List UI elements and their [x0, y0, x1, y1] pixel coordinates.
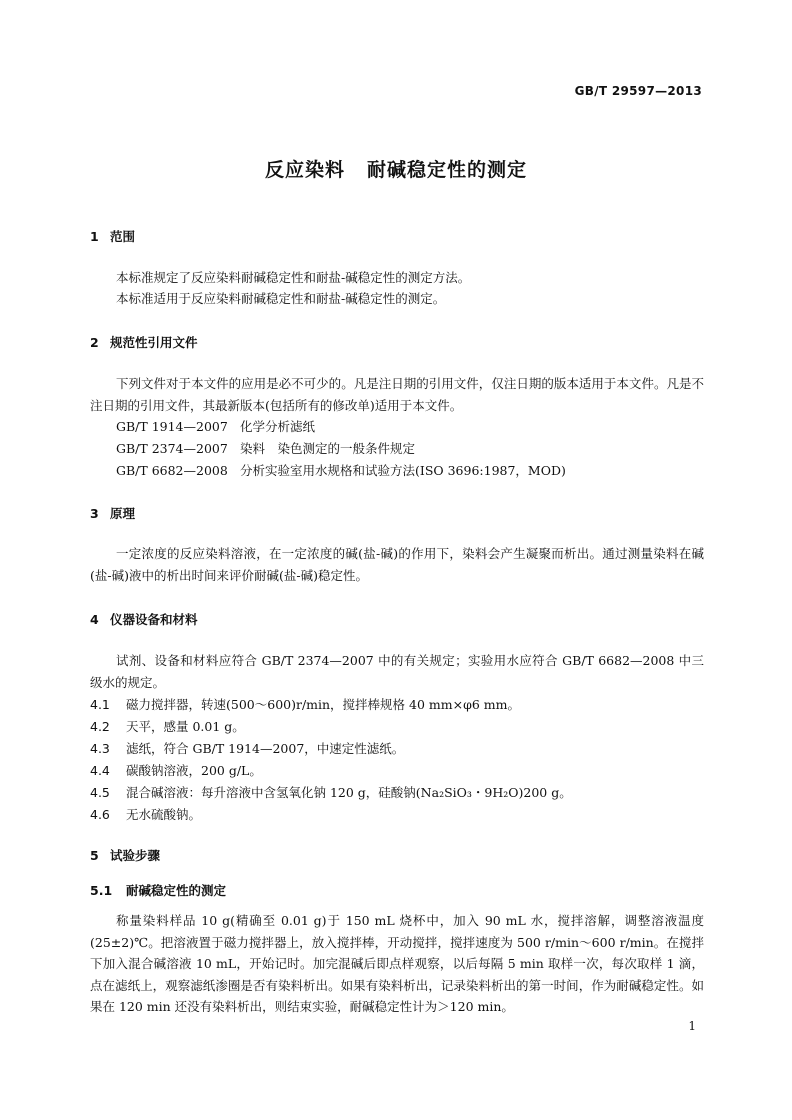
reference-code: GB/T 2374—2007: [116, 441, 228, 456]
section-title: 规范性引用文件: [110, 335, 198, 350]
list-item: [90, 805, 201, 823]
item-number: 4.2: [90, 719, 110, 734]
item-number: 4.5: [90, 785, 110, 800]
title-part-1: 反应染料: [264, 159, 345, 181]
subsection-number: 5.1: [90, 883, 113, 898]
section-title: 仪器设备和材料: [110, 612, 198, 627]
item-text: 碳酸钠溶液，200 g/L。: [126, 763, 262, 778]
reference-code: GB/T 1914—2007: [116, 419, 228, 434]
item-text: 滤纸，符合 GB/T 1914—2007，中速定性滤纸。: [126, 741, 405, 756]
reference-item: [116, 461, 566, 479]
list-item: [90, 761, 262, 779]
item-number: 4.6: [90, 807, 110, 822]
subsection-title: 耐碱稳定性的测定: [126, 883, 227, 898]
scope-paragraph-1: 本标准规定了反应染料耐碱稳定性和耐盐-碱稳定性的测定方法。: [116, 270, 471, 285]
materials-paragraph: 试剂、设备和材料应符合 GB/T 2374—2007 中的有关规定；实验用水应符合 GB/T 6682—2008 中三级水的规定。: [90, 653, 704, 690]
item-text: 无水硫酸钠。: [126, 807, 202, 822]
reference-title: 染料 染色测定的一般条件规定: [240, 441, 416, 456]
section-number: 1: [90, 229, 99, 244]
document-title: [0, 155, 792, 182]
item-text: 混合碱溶液：每升溶液中含氢氧化钠 120 g，硅酸钠(Na₂SiO₃・9H₂O)200 g。: [126, 785, 572, 800]
section-title: 试验步骤: [110, 848, 161, 863]
section-2-heading: [90, 333, 198, 351]
reference-code: GB/T 6682—2008: [116, 463, 228, 478]
list-item: [90, 717, 245, 735]
alkali-stability-procedure-paragraph: 称量染料样品 10 g(精确至 0.01 g)于 150 mL 烧杯中，加入 90 mL 水，搅拌溶解，调整溶液温度(25±2)℃。把溶液置于磁力搅拌器上，放入搅拌棒，开动搅拌，搅拌速度为 500 r/min～600 r/min。在搅拌下加入混合碱溶液 10 mL，开始记时。加完混碱后即点样观察，以后每隔 5 min 取样一次，每次取样 1 滴，点在滤纸上，观察滤纸渗圈是否有染料析出。如果有染料析出，记录染料析出的第一时间，作为耐碱稳定性。如果在 120 min 还没有染料析出，则结束实验，耐碱稳定性计为＞120 min。: [90, 913, 704, 1014]
references-intro-paragraph: 下列文件对于本文件的应用是必不可少的。凡是注日期的引用文件，仅注日期的版本适用于本文件。凡是不注日期的引用文件，其最新版本(包括所有的修改单)适用于本文件。: [90, 376, 704, 413]
section-3-heading: [90, 504, 135, 522]
list-item: [90, 695, 520, 713]
section-1-heading: [90, 227, 135, 245]
item-text: 天平，感量 0.01 g。: [126, 719, 245, 734]
section-title: 原理: [110, 506, 136, 521]
reference-item: [116, 439, 415, 457]
section-5-heading: [90, 846, 160, 864]
section-number: 2: [90, 335, 99, 350]
section-number: 4: [90, 612, 99, 627]
reference-item: [116, 417, 315, 435]
item-number: 4.3: [90, 741, 110, 756]
list-item: [90, 783, 572, 801]
standard-code: GB/T 29597—2013: [574, 84, 702, 98]
section-4-heading: [90, 610, 198, 628]
scope-paragraph-2: 本标准适用于反应染料耐碱稳定性和耐盐-碱稳定性的测定。: [116, 291, 446, 306]
section-title: 范围: [110, 229, 136, 244]
reference-title: 化学分析滤纸: [240, 419, 316, 434]
list-item: [90, 739, 404, 757]
principle-paragraph: 一定浓度的反应染料溶液，在一定浓度的碱(盐-碱)的作用下，染料会产生凝聚而析出。通过测量染料在碱(盐-碱)液中的析出时间来评价耐碱(盐-碱)稳定性。: [90, 546, 704, 583]
section-number: 5: [90, 848, 99, 863]
item-text: 磁力搅拌器，转速(500～600)r/min，搅拌棒规格 40 mm×φ6 mm。: [126, 697, 520, 712]
section-number: 3: [90, 506, 99, 521]
reference-title: 分析实验室用水规格和试验方法(ISO 3696:1987，MOD): [240, 463, 566, 478]
title-part-2: 耐碱稳定性的测定: [367, 159, 528, 181]
item-number: 4.4: [90, 763, 110, 778]
subsection-5-1-heading: [90, 881, 226, 899]
page-number: 1: [688, 1019, 696, 1033]
item-number: 4.1: [90, 697, 110, 712]
